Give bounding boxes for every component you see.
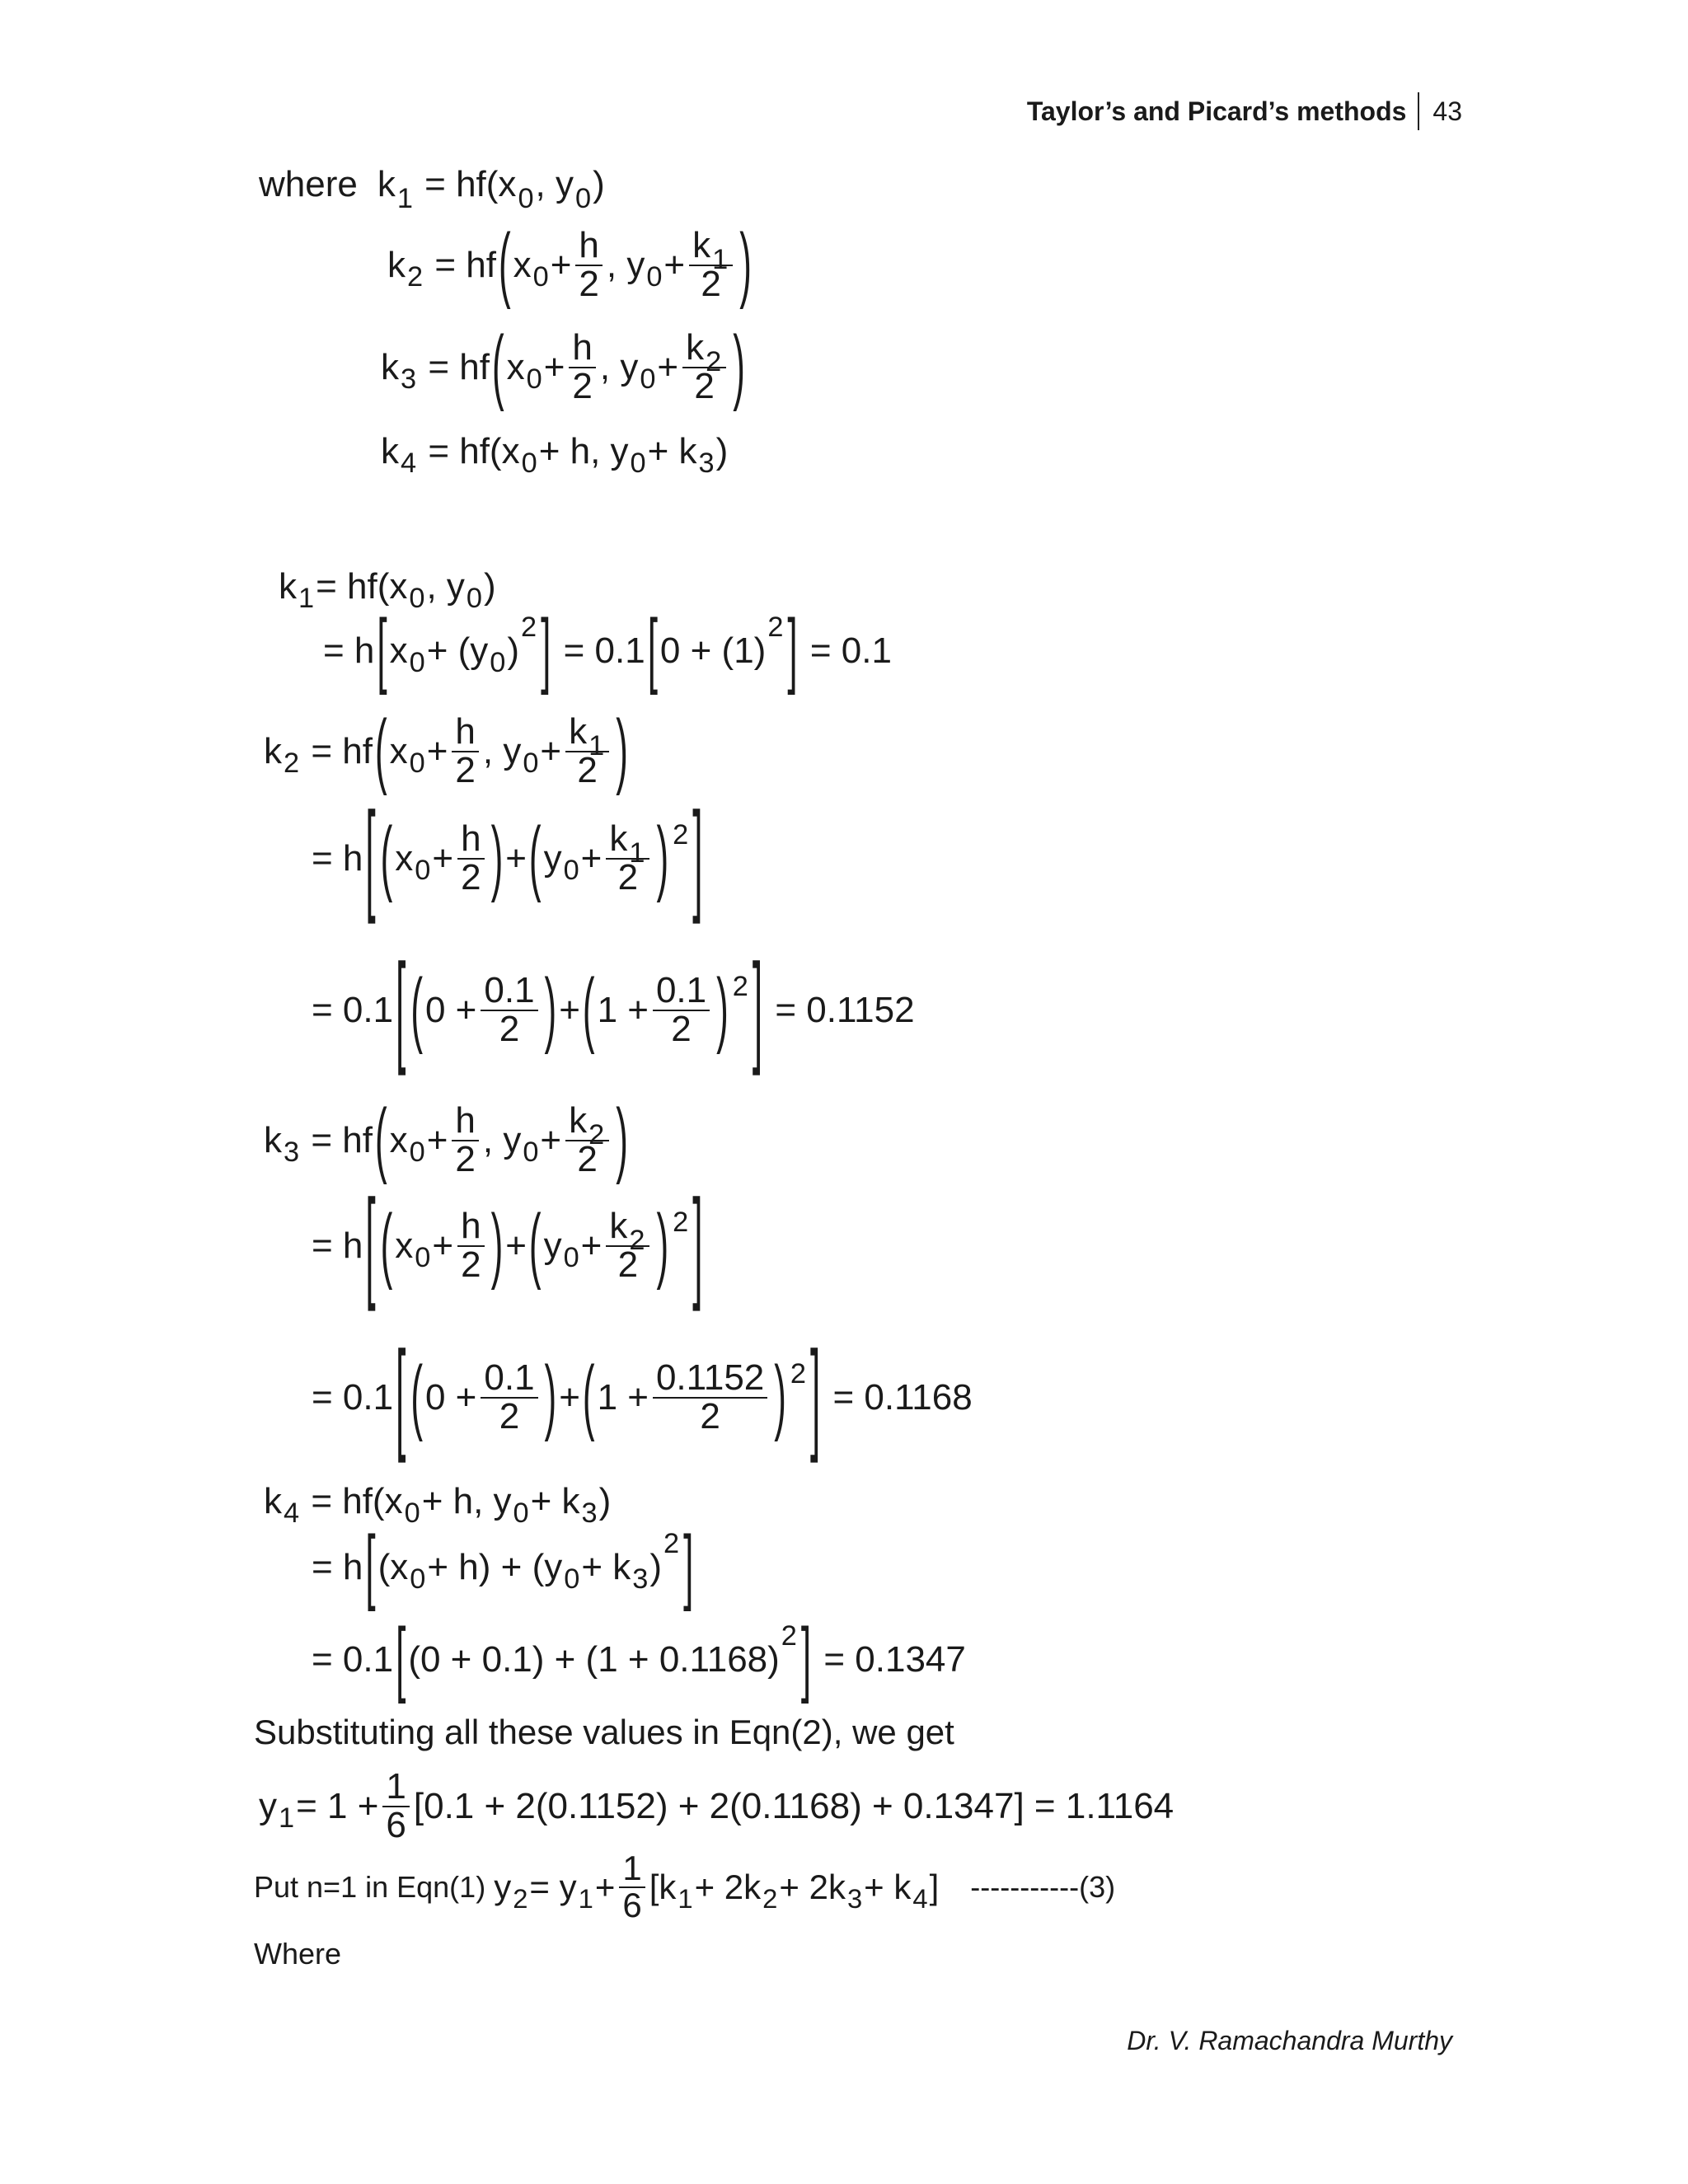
equation-tag: -----------(3) [970,1869,1116,1904]
k4-evaluation: = 0.1 [ (0 + 0.1) + (1 + 0.1168) 2 ] = 0.1347 [312,1612,966,1706]
k3-evaluation: = 0.1 [ ( 0 + $\frac{0.1}{2}$ ) + ( 1 + $\frac{0.1152}{2}$ ) 2 ] = 0.1168 [312,1327,973,1465]
header-title: Taylor’s and Picard’s methods [1026,96,1407,126]
k1-evaluation: = h [ x 0 + (y 0 ) 2 ] = 0.1 [ 0 + (1) 2 ] = 0.1 [323,603,892,697]
y1-value: 1.1164 [1065,1785,1175,1826]
definition-k3: k 3 = hf ( x 0 + $\frac{h}{2}$ , y 0 + $\frac{k_2}{2}$ ) [381,320,745,414]
definition-k2: k 2 = hf ( x 0 + $\frac{h}{2}$ , y 0 + $\frac{k_1}{2}$ ) [387,218,752,312]
where-end: Where [254,1937,342,1971]
k2-formula: k 2 = hf ( x 0 + $\frac{h}{2}$ , y 0 + $\frac{k_1}{2}$ ) [264,704,628,798]
k1-formula: k 1 = hf(x 0 , y 0 ) [279,566,496,615]
k3-expansion: = h [ ( x 0 + $\frac{h}{2}$ ) + ( y 0 + $\frac{k_2}{2}$ ) 2 ] [312,1175,703,1314]
k3-value: 0.1168 [864,1376,973,1418]
footer-author: Dr. V. Ramachandra Murthy [1127,2026,1452,2055]
substituting-text: Substituting all these values in Eqn(2), we get [254,1713,954,1751]
k4-expansion: = h [ (x 0 + h) + (y 0 + k 3 ) 2 ] [312,1520,694,1614]
page-number: 43 [1432,96,1462,126]
running-header [1027,92,1462,130]
put-n-line: Put n=1 in Eqn(1) y 2 = y 1 + $\frac{1}{6}$ [k 1 + 2k 2 + 2k 3 + k 4 ] -----------(3) [254,1849,1116,1924]
definition-k4: k 4 = hf(x 0 + h, y 0 + k 3 ) [381,431,729,480]
y1-result: y 1 = 1 + $\frac{1}{6}$ [0.1 + 2(0.1152) + 2(0.1168) + 0.1347] = 1.1164 [259,1766,1175,1845]
definition-k1: where $k_1 = hf(x_0$, $y_0$) [259,164,605,215]
k2-expansion: = h [ ( x 0 + $\frac{h}{2}$ ) + ( y 0 + $\frac{k_1}{2}$ ) 2 ] [312,788,703,926]
k4-formula: k 4 = hf(x 0 + h, y 0 + k 3 ) [264,1481,612,1530]
where-label: where [259,164,358,204]
k4-value: 0.1347 [855,1639,966,1680]
k3-formula: k 3 = hf ( x 0 + $\frac{h}{2}$ , y 0 + $\frac{k_2}{2}$ ) [264,1093,628,1187]
k2-evaluation: = 0.1 [ ( 0 + $\frac{0.1}{2}$ ) + ( 1 + $\frac{0.1}{2}$ ) 2 ] = 0.1152 [312,940,915,1078]
put-n-text: Put n=1 in Eqn(1) [254,1869,486,1904]
header-divider [1418,92,1419,130]
k2-value: 0.1152 [806,989,915,1030]
k1-value: 0.1 [841,630,892,671]
